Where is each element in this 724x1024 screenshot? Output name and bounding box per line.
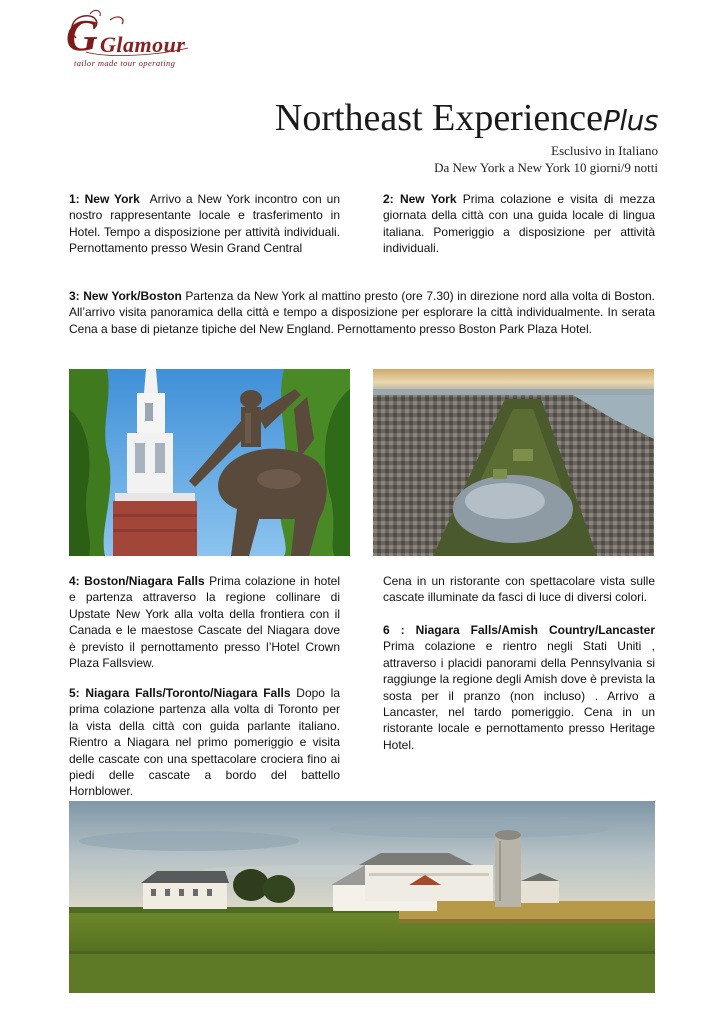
day-6-label: 6 : Niagara Falls/Amish Country/Lancaster [383,623,655,637]
day-4-text: Prima colazione in hotel e partenza attraverso la regione collinare di Upstate New York alla volta della frontiera con il Canada e le maestose Cascate del Niagara dove è previsto il pernottamento presso l’Hotel Crown Plaza Fallsview. [69,574,340,671]
boston-statue-photo [69,369,350,556]
day-5-paragraph [69,685,340,800]
day-5-label: 5: Niagara Falls/Toronto/Niagara Falls [69,686,291,700]
day-5-text: Dopo la prima colazione partenza alla volta di Toronto per la vista della città con guida parlante italiano. Rientro a Niagara nel primo pomeriggio e visita delle cascate con una spettacolare crociera fino ai piedi delle cascate a bordo del battello Hornblower. [69,686,340,799]
subtitle-language: Esclusivo in Italiano [551,143,658,158]
day-2-text: Prima colazione e visita di mezza giornata della città con una guida locale di lingua italiana. Pomeriggio a disposizione per attività individuali. [383,192,655,256]
day-6-text: Prima colazione e rientro negli Stati Uniti , attraverso i placidi panorami della Pennsylvania si raggiunge la regione degli Amish dove è prevista la sosta per il pranzo (non incluso) . Arrivo a Lancaster, nel tardo pomeriggio. Cena in un ristorante locale e pernottamento presso Heritage Hotel. [383,639,655,752]
day-3-label: 3: New York/Boston [69,289,182,303]
logo-tagline: tailor made tour operating [74,58,176,68]
amish-farm-photo [69,801,655,993]
logo-wordmark: Glamour [100,32,186,57]
day-1-paragraph [69,191,340,257]
day-2-label: 2: New York [383,192,457,206]
day-6-paragraph [383,622,655,753]
subtitle-duration: Da New York a New York 10 giorni/9 notti [434,160,658,175]
day-3-paragraph [69,288,655,337]
day-1-text: Arrivo a New York incontro con un nostro rappresentante locale e trasferimento in Hotel. Tempo a disposizione per attività individuali. Pernottamento presso Wesin Grand Central [69,192,340,256]
central-park-aerial-photo [373,369,654,556]
brand-logo [66,8,196,68]
day-3-text: Partenza da New York al mattino presto (ore 7.30) in direzione nord alla volta di Boston. All’arrivo visita panoramica della città e tempo a disposizione per esplorare la città individualmente. In serata Cena a base di pietanze tipiche del New England. Pernottamento presso Boston Park Plaza Hotel. [69,289,655,336]
day-2-paragraph [383,191,655,257]
title-suffix: Plus [603,104,658,137]
title-main: Northeast Experience [274,97,603,139]
day-4-paragraph [69,573,340,671]
logo-initial: G [66,11,98,60]
day-4-label: 4: Boston/Niagara Falls [69,574,205,588]
day-1-label: 1: New York [69,192,140,206]
page-title [275,96,658,140]
day-5-continued-paragraph: Cena in un ristorante con spettacolare vista sulle cascate illuminate da fasci di luce di diversi colori. [383,574,655,605]
